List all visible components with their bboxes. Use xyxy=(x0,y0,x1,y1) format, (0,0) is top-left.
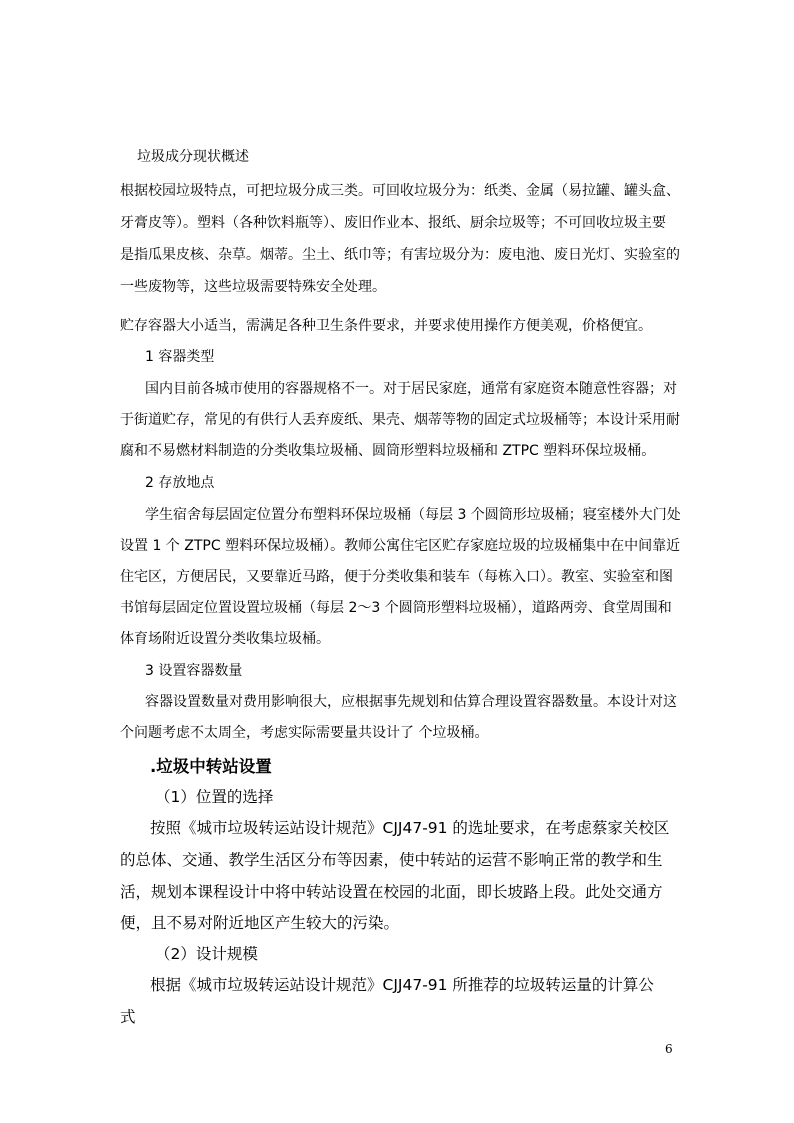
text-line: 式 xyxy=(120,1008,136,1026)
text-line: 活，规划本课程设计中将中转站设置在校园的北面，即长坡路上段。此处交通方 xyxy=(120,883,663,901)
text-line: 于街道贮存，常见的有供行人丢弃废纸、果壳、烟蒂等物的固定式垃圾桶等；本设计采用耐 xyxy=(120,412,680,428)
section-title-container-count: 3 设置容器数量 xyxy=(145,663,243,679)
text-line: 腐和不易燃材料制造的分类收集垃圾桶、圆筒形塑料垃圾桶和 ZTPC 塑料环保垃圾桶。 xyxy=(120,443,656,459)
subsection-title-location: （1）位置的选择 xyxy=(155,788,274,806)
text-line: 根据校园垃圾特点，可把垃圾分成三类。可回收垃圾分为：纸类、金属（易拉罐、罐头盒、 xyxy=(120,183,680,199)
text-line: 的总体、交通、教学生活区分布等因素，使中转站的运营不影响正常的教学和生 xyxy=(120,851,663,869)
section-heading-overview: 垃圾成分现状概述 xyxy=(137,149,249,165)
text-line: 住宅区，方便居民，又要靠近马路，便于分类收集和装车（每栋入口）。教室、实验室和图 xyxy=(120,569,673,585)
text-line: 学生宿舍每层固定位置分布塑料环保垃圾桶（每层 3 个圆筒形垃圾桶；寝室楼外大门处 xyxy=(145,507,681,523)
text-line: 体育场附近设置分类收集垃圾桶。 xyxy=(120,631,330,647)
text-line: 一些废物等，这些垃圾需要特殊安全处理。 xyxy=(120,279,386,295)
text-line: 容器设置数量对费用影响很大，应根据事先规划和估算合理设置容器数量。本设计对这 xyxy=(145,694,677,710)
text-line: 设置 1 个 ZTPC 塑料环保垃圾桶）。教师公寓住宅区贮存家庭垃圾的垃圾桶集中在中间靠近 xyxy=(120,538,681,554)
section-title-container-type: 1 容器类型 xyxy=(145,349,215,365)
text-line: 牙膏皮等）。塑料（各种饮料瓶等）、废旧作业本、报纸、厨余垃圾等；不可回收垃圾主要 xyxy=(120,215,666,231)
text-line: 按照《城市垃圾转运站设计规范》CJJ47-91 的选址要求，在考虑蔡家关校区 xyxy=(150,819,670,837)
text-line: 书馆每层固定位置设置垃圾桶（每层 2～3 个圆筒形塑料垃圾桶），道路两旁、食堂周围和 xyxy=(120,600,672,616)
text-line: 个问题考虑不太周全，考虑实际需要量共设计了 个垃圾桶。 xyxy=(120,725,489,741)
text-line: 便，且不易对附近地区产生较大的污染。 xyxy=(120,914,400,932)
paragraph-storage: 贮存容器大小适当，需满足各种卫生条件要求，并要求使用操作方便美观，价格便宜。 xyxy=(120,318,652,334)
subsection-title-design-scale: （2）设计规模 xyxy=(155,945,258,963)
text-line: 根据《城市垃圾转运站设计规范》CJJ47-91 所推荐的垃圾转运量的计算公 xyxy=(150,976,654,994)
text-line: 国内目前各城市使用的容器规格不一。对于居民家庭，通常有家庭资本随意性容器；对 xyxy=(145,381,677,397)
section-title-storage-location: 2 存放地点 xyxy=(145,475,215,491)
heading-transfer-station: .垃圾中转站设置 xyxy=(150,757,272,776)
text-line: 是指瓜果皮核、杂草。烟蒂。尘土、纸巾等；有害垃圾分为：废电池、废日光灯、实验室的 xyxy=(120,247,680,263)
page-number: 6 xyxy=(665,1042,673,1056)
